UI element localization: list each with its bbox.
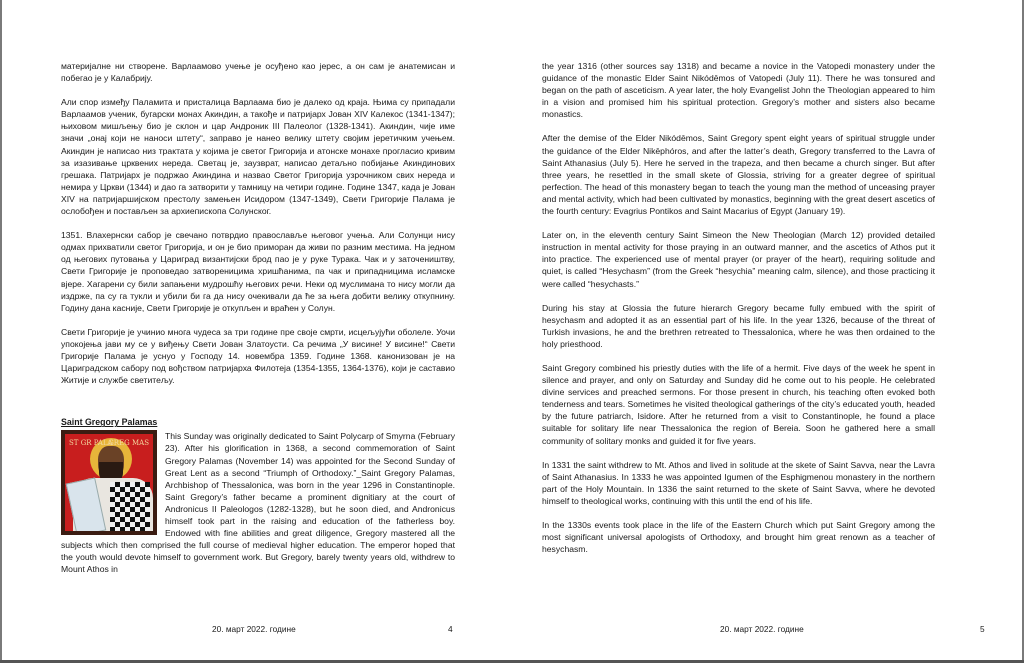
- page-4: [2, 0, 512, 660]
- paragraph: материјалне ни створене. Варлаамово учење је осуђено као јерес, а он сам је анатемисан и побегао је у Калабрију.: [61, 61, 455, 84]
- paragraph: In 1331 the saint withdrew to Mt. Athos and lived in solitude at the skete of Saint Savva, near the Lavra of Saint Athanasius. In 1333 he was appointed Igumen of the Esphigmenou monastery in the northern part of the Holy Mountain. In 1336 the saint returned to the skete of Saint Savva, where he devoted himself to theological works, continuing with this until the end of his life.: [542, 459, 935, 506]
- paragraph: the year 1316 (other sources say 1318) and became a novice in the Vatopedi monastery under the guidance of the monastic Elder Saint Nikódēmos of Vatopedi (July 11). There he was tonsured and began on the path of asceticism. A year later, the holy Evangelist John the Theologian appeared to him in a vision and promised him his spiritual protection. Gregory’s mother and sisters also became monastics.: [542, 61, 935, 120]
- paragraph: Али спор између Паламита и присталица Варлаама био је далеко од краја. Њима су припадали Варлаамов ученик, бугарски монах Акиндин, а такође и патријарх Јован XIV Калекос (1341-1347); њиховом мишљењу био је склон и цар Андроник III Палеолог (1328-1341). Акиндин, чије име значи „онај који не наноси штету“, заправо је нанео велику штету својим јеретичким учењем. Акиндин је написао низ трактата у којима је светог Григорија и атонске монахе прогласио кривим за изазивање црквених нереда. Светац је, заузврат, написао детаљно побијање Акиндинових грешака. Патријарх је подржао Акиндина и назвао Светог Григорија узрочником свих нереда и немира у Цркви (1344) и дао га затворити у тамницу на четири године. Године 1347, када је Јован XIV на патријаршијском престолу замењен Исидором (1347-1349), Свети Григорије Палама је ослобођен и постављен за архиепископа Солунског.: [61, 97, 455, 217]
- footer-date: 20. март 2022. године: [720, 624, 804, 634]
- icon-painting: [65, 434, 153, 531]
- footer-date: 20. март 2022. године: [212, 624, 296, 634]
- icon-inscription-left: ST GR PALA: [69, 439, 113, 448]
- illustrated-section: [61, 430, 455, 575]
- page-number: 5: [980, 624, 985, 634]
- english-paragraph: This Sunday was originally dedicated to Saint Polycarp of Smyrna (February 23). After his glorification in 1368, a second commemoration of Saint Gregory Palamas (November 14) was appointed for the Second Sunday of Great Lent as a second “Triumph of Orthodoxy.”_Saint Gregory Palamas, Archbishop of Thessalonica, was born in the year 1296 in Constantinople. Saint Gregory’s father became a prominent dignitiary at the court of Andronicus II Paleologos (1282-1328), but he soon died, and Andronicus himself took part in the raising and education of the fatherless boy. Endowed with fine abilities and great diligence, Gregory mastered all the subjects which then comprised the full course of medieval higher education. The emperor hoped that the youth would devote himself to government work. But Gregory, barely twenty years old, withdrew to Mount Athos in: [61, 431, 455, 575]
- saint-gregory-icon-image: [61, 430, 157, 535]
- page-4-body: [61, 60, 455, 575]
- paragraph: Later on, in the eleventh century Saint Simeon the New Theologian (March 12) provided detailed instruction in mental activity for those praying in an outward manner, and the ascetics of Athos put it into practice. The experienced use of mental prayer (or prayer of the heart), requiring solitude and quiet, is called “Hesychasm” (from the Greek “hesychia” meaning calm, silence), and those practicing it were called “hesychasts.”: [542, 230, 935, 289]
- paragraph: In the 1330s events took place in the life of the Eastern Church which put Saint Gregory among the most significant universal apologists of Orthodoxy, and brought him great renown as a teacher of hesychasm.: [542, 520, 935, 555]
- omophorion-pattern: [110, 482, 150, 531]
- page-5: [512, 0, 1022, 660]
- section-title: Saint Gregory Palamas: [61, 417, 158, 428]
- page-5-body: [542, 60, 935, 567]
- icon-inscription-right: GREG MAS: [108, 439, 149, 448]
- paragraph: During his stay at Glossia the future hierarch Gregory became fully embued with the spirit of hesychasm and adopted it as an essential part of his life. In the year 1326, because of the threat of Turkish invasions, he and the brethren retreated to Thessalonica, where he was then ordained to the holy priesthood.: [542, 302, 935, 349]
- page-number: 4: [448, 624, 453, 634]
- paragraph: After the demise of the Elder Nikódēmos, Saint Gregory spent eight years of spiritual struggle under the guidance of the Elder Nikēphóros, and after the latter’s death, Gregory transferred to the Lavra of Saint Athanasius (July 5). Here he served in the trapeza, and then became a church singer. But after three years, he resettled in the small skete of Glossia, striving for a greater degree of spiritual perfection. The head of this monastery began to teach the young man the method of unceasing prayer and mental activity, which had been cultivated by monastics, beginning with the great desert ascetics of the fourth century: Evagrius Pontikos and Saint Macarius of Egypt (January 19).: [542, 133, 935, 217]
- paragraph: 1351. Влахернски сабор је свечано потврдио православље његовог учења. Али Солунци нису одмах прихватили светог Григорија, и он је био приморан да живи по разним местима. На једном од његових путовања у Цариград византијски брод пао је у руке Турака. Чак и у заточеништву, Свети Григорије је проповедао затвореницима хришћанима, па чак и припадницима исламске вјере. Хагарени су били запањени мудрошћу његових речи. Неки од муслимана то нису могли да издрже, па су га тукли и убили би га да нису очекивали да ће за њега добити велику откупнину. Годину дана касније, Свети Григорије је откупљен и враћен у Солун.: [61, 230, 455, 313]
- paragraph: Saint Gregory combined his priestly duties with the life of a hermit. Five days of the week he spent in silence and prayer, and only on Saturday and Sunday did he come out to his people. He celebrated divine services and preached sermons. For those present in church, his teaching often evoked both tenderness and tears. Sometimes he visited theological gatherings of the city’s educated youth, headed by the future patriarch, Isidore. After he returned from a visit to Constantinople, he found a place suitable for solitary life near Thessalonica the region of Bereia. Soon he gathered here a small community of solitary monks and guided it for five years.: [542, 362, 936, 446]
- paragraph: Свети Григорије је учинио многа чудеса за три године пре своје смрти, исцељујући оболеле. Уочи упокојења јави му се у виђењу Свети Јован Златоусти. Са речима „У висине! У висине!“ Свети Григорије Палама је уснуо у Господу 14. новембра 1359. Године 1368. канонизован је на Цариградском сабору под вођством патријарха Филотеја (1354-1355, 1364-1376), који је саставио Житије и службе светитељу.: [61, 326, 455, 386]
